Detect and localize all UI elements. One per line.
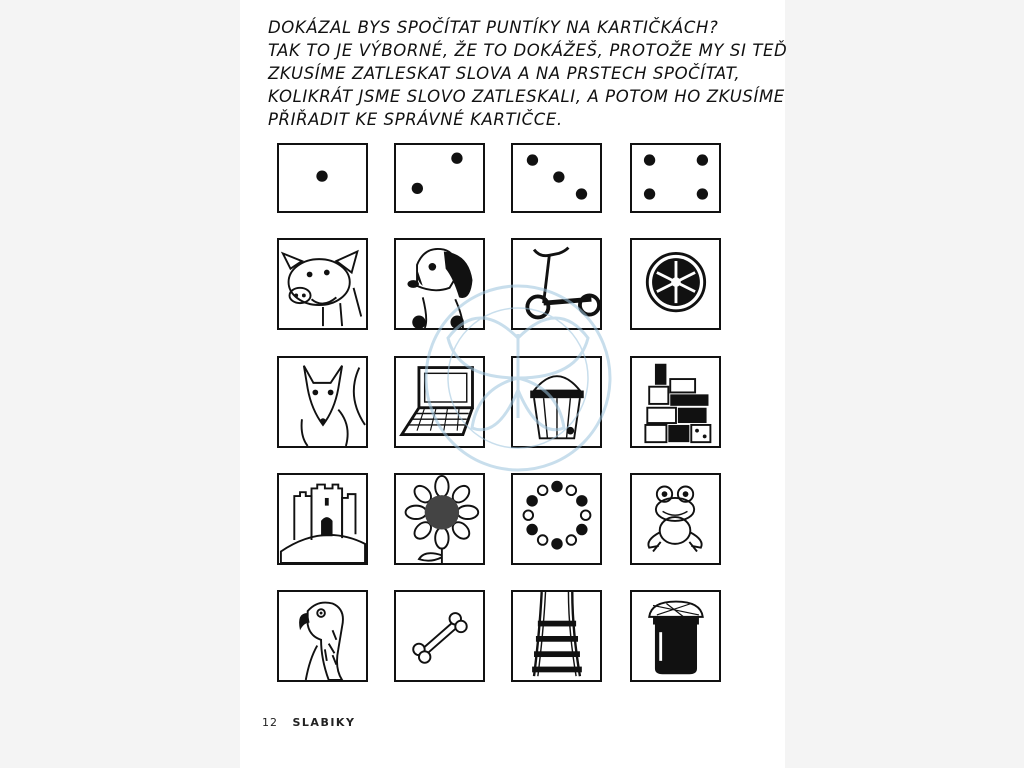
castle-icon: [279, 475, 366, 563]
dot-card-1: [277, 143, 368, 213]
jam-jar-icon: [632, 592, 719, 680]
picture-card-laptop: [394, 356, 485, 448]
picture-card-sunflower: [394, 473, 485, 565]
bead-necklace-icon: [513, 475, 600, 563]
picture-card-frog: [630, 473, 721, 565]
picture-card-castle: [277, 473, 368, 565]
instruction-line: DOKÁZAL BYS SPOČÍTAT PUNTÍKY NA KARTIČKÁCH?: [268, 18, 719, 37]
picture-card-bone: [394, 590, 485, 682]
picture-card-pig: [277, 238, 368, 330]
page-number: 12: [262, 716, 278, 729]
toy-blocks-icon: [632, 358, 719, 446]
picture-card-necklace: [511, 473, 602, 565]
dot-card-3: [511, 143, 602, 213]
instruction-line: TAK TO JE VÝBORNÉ, ŽE TO DOKÁŽEŠ, PROTOŽE MY SI TEĎ: [268, 41, 788, 60]
dot-card-2: [394, 143, 485, 213]
parrot-icon: [279, 592, 366, 680]
lantern-icon: [513, 358, 600, 446]
picture-card-dog: [394, 238, 485, 330]
instruction-line: KOLIKRÁT JSME SLOVO ZATLESKALI, A POTOM HO ZKUSÍME: [268, 87, 785, 106]
page-footer: [262, 716, 355, 729]
section-title: SLABIKY: [292, 716, 356, 729]
scooter-icon: [513, 240, 600, 328]
laptop-icon: [396, 358, 483, 446]
bone-icon: [396, 592, 483, 680]
picture-card-scooter: [511, 238, 602, 330]
instructions-text: [268, 16, 788, 131]
sunflower-icon: [396, 475, 483, 563]
dog-icon: [396, 240, 483, 328]
rope-ladder-icon: [513, 592, 600, 680]
picture-card-blocks: [630, 356, 721, 448]
dot-card-4: [630, 143, 721, 213]
picture-card-kiwi: [630, 238, 721, 330]
picture-card-fox: [277, 356, 368, 448]
picture-card-ladder: [511, 590, 602, 682]
instruction-line: PŘIŘADIT KE SPRÁVNÉ KARTIČCE.: [268, 110, 563, 129]
picture-card-parrot: [277, 590, 368, 682]
picture-card-jam: [630, 590, 721, 682]
picture-card-lantern: [511, 356, 602, 448]
kiwi-slice-icon: [632, 240, 719, 328]
instruction-line: ZKUSÍME ZATLESKAT SLOVA A NA PRSTECH SPOČÍTAT,: [268, 64, 741, 83]
pig-icon: [279, 240, 366, 328]
fox-icon: [279, 358, 366, 446]
frog-icon: [632, 475, 719, 563]
